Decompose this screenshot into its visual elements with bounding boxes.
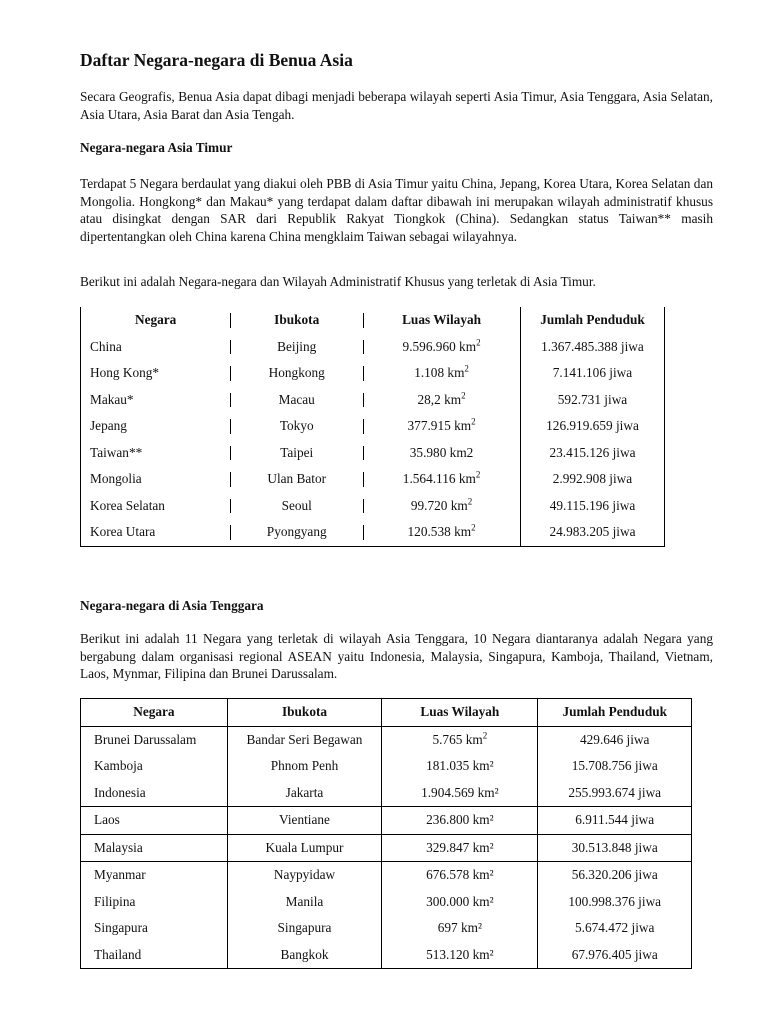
cell-ibukota: Manila — [227, 889, 381, 916]
luas-value: 236.800 km² — [426, 812, 494, 828]
cell-negara: Hong Kong* — [90, 365, 160, 381]
cell-jumlah-penduduk: 23.415.126 jiwa — [520, 440, 664, 467]
luas-value: 513.120 km² — [426, 946, 494, 962]
cell-ibukota: Phnom Penh — [227, 753, 381, 780]
luas-value: 1.108 km — [414, 365, 465, 381]
cell-jumlah-penduduk: 1.367.485.388 jiwa — [520, 334, 664, 361]
cell-ibukota: Beijing — [230, 334, 363, 361]
cell-negara: Mongolia — [90, 471, 142, 487]
cell-jumlah-penduduk: 15.708.756 jiwa — [538, 753, 692, 780]
luas-exponent: 2 — [467, 496, 473, 507]
cell-jumlah-penduduk: 49.115.196 jiwa — [520, 493, 664, 520]
cell-luas-wilayah — [363, 493, 520, 520]
cell-negara: Kamboja — [81, 753, 228, 780]
cell-ibukota: Bangkok — [227, 942, 381, 969]
table-header-row — [81, 699, 692, 727]
cell-jumlah-penduduk: 429.646 jiwa — [538, 726, 692, 753]
cell-jumlah-penduduk: 592.731 jiwa — [520, 387, 664, 414]
table-row — [81, 493, 665, 520]
asia-timur-paragraph: Terdapat 5 Negara berdaulat yang diakui oleh PBB di Asia Timur yaitu China, Jepang, Korea Utara, Korea Selatan dan Mongolia. Hongkong* dan Makau* yang terdapat dalam daftar dibawah ini merupakan wilayah administratif khusus atau disingkat dengan SAR dari Republik Rakyat Tiongkok (China). Sedangkan status Taiwan** masih dipertentangkan oleh China karena China mengklaim Taiwan sebagai wilayahnya. — [80, 176, 713, 244]
cell-ibukota: Naypyidaw — [227, 862, 381, 889]
section-heading-asia-timur: Negara-negara Asia Timur — [80, 140, 233, 155]
cell-negara: Korea Selatan — [90, 497, 165, 513]
table-row — [81, 942, 692, 969]
table-row — [81, 726, 692, 753]
table-row — [81, 780, 692, 807]
column-header: Jumlah Penduduk — [538, 699, 692, 727]
asia-tenggara-paragraph: Berikut ini adalah 11 Negara yang terletak di wilayah Asia Tenggara, 10 Negara diantaranya adalah Negara yang bergabung dalam organisasi regional ASEAN yaitu Indonesia, Malaysia, Singapura, Kamboja, Thailand, Vietnam, Laos, Mynmar, Filipina dan Brunei Darussalam. — [80, 631, 713, 681]
asia-tenggara-table — [80, 698, 692, 969]
cell-ibukota: Jakarta — [227, 780, 381, 807]
cell-luas-wilayah — [382, 915, 538, 942]
table-row — [81, 360, 665, 387]
luas-value: 1.564.116 km — [402, 471, 476, 487]
cell-negara: Laos — [81, 807, 228, 835]
luas-value: 300.000 km² — [426, 893, 494, 909]
table-header-row — [81, 307, 665, 334]
cell-negara: Makau* — [90, 391, 134, 407]
table-row — [81, 466, 665, 493]
cell-ibukota: Tokyo — [230, 413, 363, 440]
cell-luas-wilayah — [363, 387, 520, 414]
cell-negara: Singapura — [81, 915, 228, 942]
cell-jumlah-penduduk: 255.993.674 jiwa — [538, 780, 692, 807]
cell-luas-wilayah — [363, 413, 520, 440]
cell-ibukota: Pyongyang — [230, 519, 363, 546]
cell-luas-wilayah — [382, 807, 538, 835]
cell-jumlah-penduduk: 6.911.544 jiwa — [538, 807, 692, 835]
cell-ibukota: Taipei — [230, 440, 363, 467]
cell-negara: Taiwan** — [90, 444, 143, 460]
cell-negara: Indonesia — [81, 780, 228, 807]
cell-jumlah-penduduk: 30.513.848 jiwa — [538, 834, 692, 862]
column-header: Jumlah Penduduk — [520, 307, 664, 334]
table-row — [81, 834, 692, 862]
column-header: Ibukota — [230, 307, 363, 334]
page-title: Daftar Negara-negara di Benua Asia — [80, 50, 353, 70]
cell-negara: Myanmar — [81, 862, 228, 889]
luas-exponent: 2 — [475, 469, 481, 480]
cell-ibukota: Kuala Lumpur — [227, 834, 381, 862]
luas-value: 377.915 km — [407, 418, 472, 434]
cell-ibukota: Bandar Seri Begawan — [227, 726, 381, 753]
table-row — [81, 915, 692, 942]
luas-value: 1.904.569 km² — [421, 784, 499, 800]
cell-luas-wilayah — [363, 360, 520, 387]
cell-luas-wilayah — [382, 862, 538, 889]
cell-luas-wilayah — [382, 753, 538, 780]
table-row — [81, 440, 665, 467]
table-row — [81, 387, 665, 414]
cell-negara: Filipina — [81, 889, 228, 916]
table-row — [81, 753, 692, 780]
luas-value: 181.035 km² — [426, 758, 494, 774]
cell-jumlah-penduduk: 7.141.106 jiwa — [520, 360, 664, 387]
luas-exponent: 2 — [476, 337, 481, 348]
section-heading-asia-tenggara: Negara-negara di Asia Tenggara — [80, 598, 264, 613]
column-header: Negara — [81, 699, 228, 727]
cell-luas-wilayah — [363, 440, 520, 467]
asia-timur-table-intro: Berikut ini adalah Negara-negara dan Wilayah Administratif Khusus yang terletak di Asia Timur. — [80, 274, 596, 289]
cell-jumlah-penduduk: 100.998.376 jiwa — [538, 889, 692, 916]
luas-value: 329.847 km² — [426, 839, 494, 855]
cell-jumlah-penduduk: 24.983.205 jiwa — [520, 519, 664, 546]
cell-negara: Brunei Darussalam — [81, 726, 228, 753]
cell-negara: Malaysia — [81, 834, 228, 862]
table-row — [81, 862, 692, 889]
cell-negara: China — [90, 338, 122, 354]
asia-timur-table — [80, 307, 665, 547]
cell-luas-wilayah — [382, 834, 538, 862]
luas-exponent: 2 — [461, 390, 466, 401]
cell-jumlah-penduduk: 2.992.908 jiwa — [520, 466, 664, 493]
cell-negara: Thailand — [81, 942, 228, 969]
cell-luas-wilayah — [363, 519, 520, 546]
luas-value: 28,2 km — [417, 391, 462, 407]
cell-jumlah-penduduk: 5.674.472 jiwa — [538, 915, 692, 942]
cell-ibukota: Seoul — [230, 493, 363, 520]
cell-luas-wilayah — [382, 889, 538, 916]
luas-exponent: 2 — [464, 363, 469, 374]
luas-exponent: 2 — [471, 522, 476, 533]
luas-value: 697 km² — [437, 920, 482, 936]
cell-jumlah-penduduk: 126.919.659 jiwa — [520, 413, 664, 440]
luas-value: 99.720 km — [410, 497, 468, 513]
table-row — [81, 413, 665, 440]
cell-jumlah-penduduk: 56.320.206 jiwa — [538, 862, 692, 889]
luas-value: 120.538 km — [407, 524, 472, 540]
column-header: Negara — [134, 312, 177, 328]
cell-ibukota: Singapura — [227, 915, 381, 942]
intro-paragraph: Secara Geografis, Benua Asia dapat dibagi menjadi beberapa wilayah seperti Asia Timur, Asia Tenggara, Asia Selatan, Asia Utara, Asia Barat dan Asia Tengah. — [80, 89, 713, 122]
column-header: Luas Wilayah — [382, 699, 538, 727]
cell-luas-wilayah — [363, 466, 520, 493]
table-row — [81, 889, 692, 916]
cell-luas-wilayah — [382, 780, 538, 807]
cell-ibukota: Macau — [230, 387, 363, 414]
luas-value: 35.980 km2 — [409, 444, 474, 460]
table-row — [81, 519, 665, 546]
column-header: Luas Wilayah — [363, 307, 520, 334]
cell-ibukota: Hongkong — [230, 360, 363, 387]
luas-exponent: 2 — [482, 730, 488, 741]
cell-luas-wilayah — [382, 726, 538, 753]
cell-negara: Korea Utara — [90, 524, 156, 540]
cell-luas-wilayah — [363, 334, 520, 361]
cell-jumlah-penduduk: 67.976.405 jiwa — [538, 942, 692, 969]
cell-ibukota: Vientiane — [227, 807, 381, 835]
table-row — [81, 334, 665, 361]
luas-value: 9.596.960 km — [402, 338, 477, 354]
luas-exponent: 2 — [471, 416, 476, 427]
luas-value: 5.765 km — [432, 731, 483, 747]
cell-ibukota: Ulan Bator — [230, 466, 363, 493]
luas-value: 676.578 km² — [426, 867, 494, 883]
table-row — [81, 807, 692, 835]
column-header: Ibukota — [227, 699, 381, 727]
cell-luas-wilayah — [382, 942, 538, 969]
cell-negara: Jepang — [90, 418, 127, 434]
